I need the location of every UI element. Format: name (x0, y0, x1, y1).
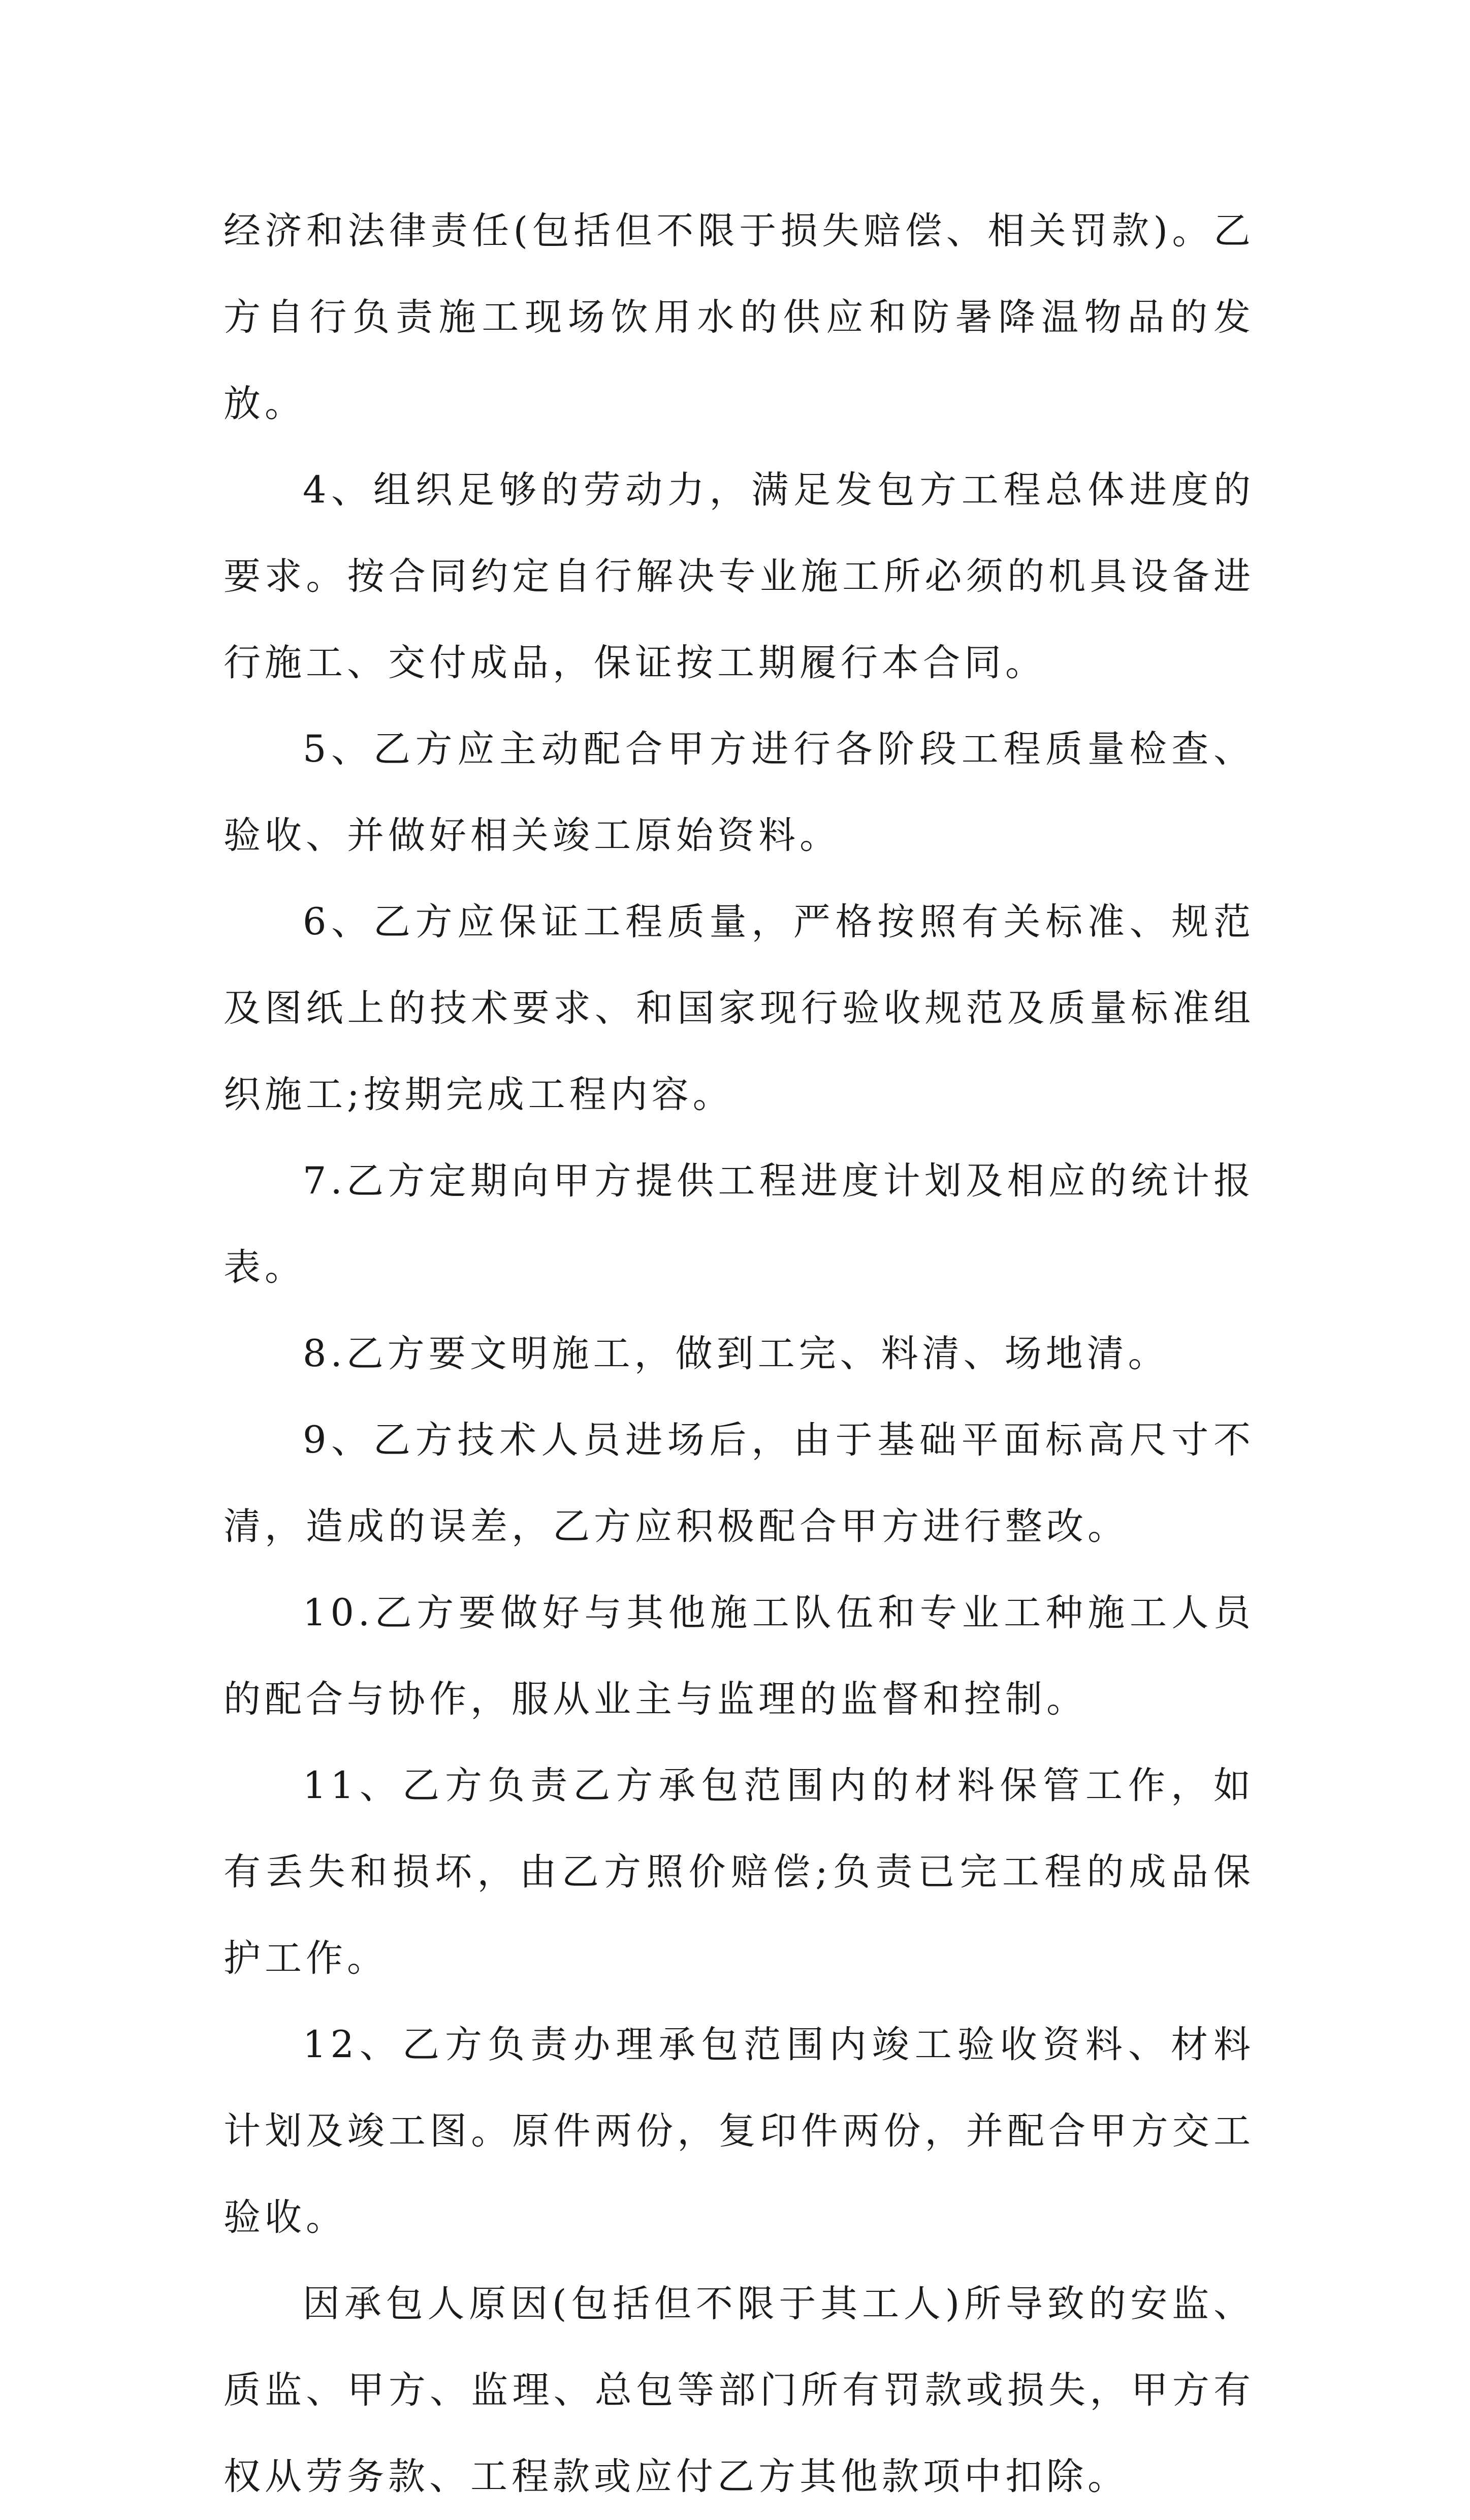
paragraph-clause-4: 4、组织足够的劳动力，满足发包方工程总体进度的要求。按合同约定自行解决专业施工所必须的机具设备进行施工、交付成品，保证按工期履行本合同。 (223, 468, 1255, 684)
document-body (223, 188, 1255, 2520)
paragraph-clause-11: 11、乙方负责乙方承包范围内的材料保管工作，如有丢失和损坏，由乙方照价赔偿;负责已完工程的成品保护工作。 (223, 1764, 1255, 1980)
paragraph-penalty-deduction: 因承包人原因(包括但不限于其工人)所导致的安监、质监、甲方、监理、总包等部门所有罚款或损失，甲方有权从劳务款、工程款或应付乙方其他款项中扣除。 (223, 2282, 1255, 2498)
paragraph-clause-9: 9、乙方技术人员进场后，由于基础平面标高尺寸不清，造成的误差，乙方应积极配合甲方进行整改。 (223, 1419, 1255, 1548)
paragraph-clause-6: 6、乙方应保证工程质量，严格按照有关标准、规范及图纸上的技术要求、和国家现行验收规范及质量标准组织施工;按期完成工程内容。 (223, 900, 1255, 1116)
paragraph-clause-7: 7.乙方定期向甲方提供工程进度计划及相应的统计报表。 (223, 1159, 1255, 1289)
paragraph-liability-continuation: 经济和法律责任(包括但不限于损失赔偿、相关罚款)。乙方自行负责施工现场饮用水的供应和防暑降温物品的发放。 (223, 209, 1255, 425)
paragraph-clause-10: 10.乙方要做好与其他施工队伍和专业工种施工人员的配合与协作，服从业主与监理的监督和控制。 (223, 1591, 1255, 1721)
paragraph-clause-12: 12、乙方负责办理承包范围内竣工验收资料、材料计划及竣工图。原件两份，复印件两份，并配合甲方交工验收。 (223, 2023, 1255, 2239)
paragraph-clause-5: 5、乙方应主动配合甲方进行各阶段工程质量检查、验收、并做好相关竣工原始资料。 (223, 728, 1255, 857)
paragraph-clause-8: 8.乙方要文明施工，做到工完、料清、场地清。 (303, 1332, 1169, 1375)
